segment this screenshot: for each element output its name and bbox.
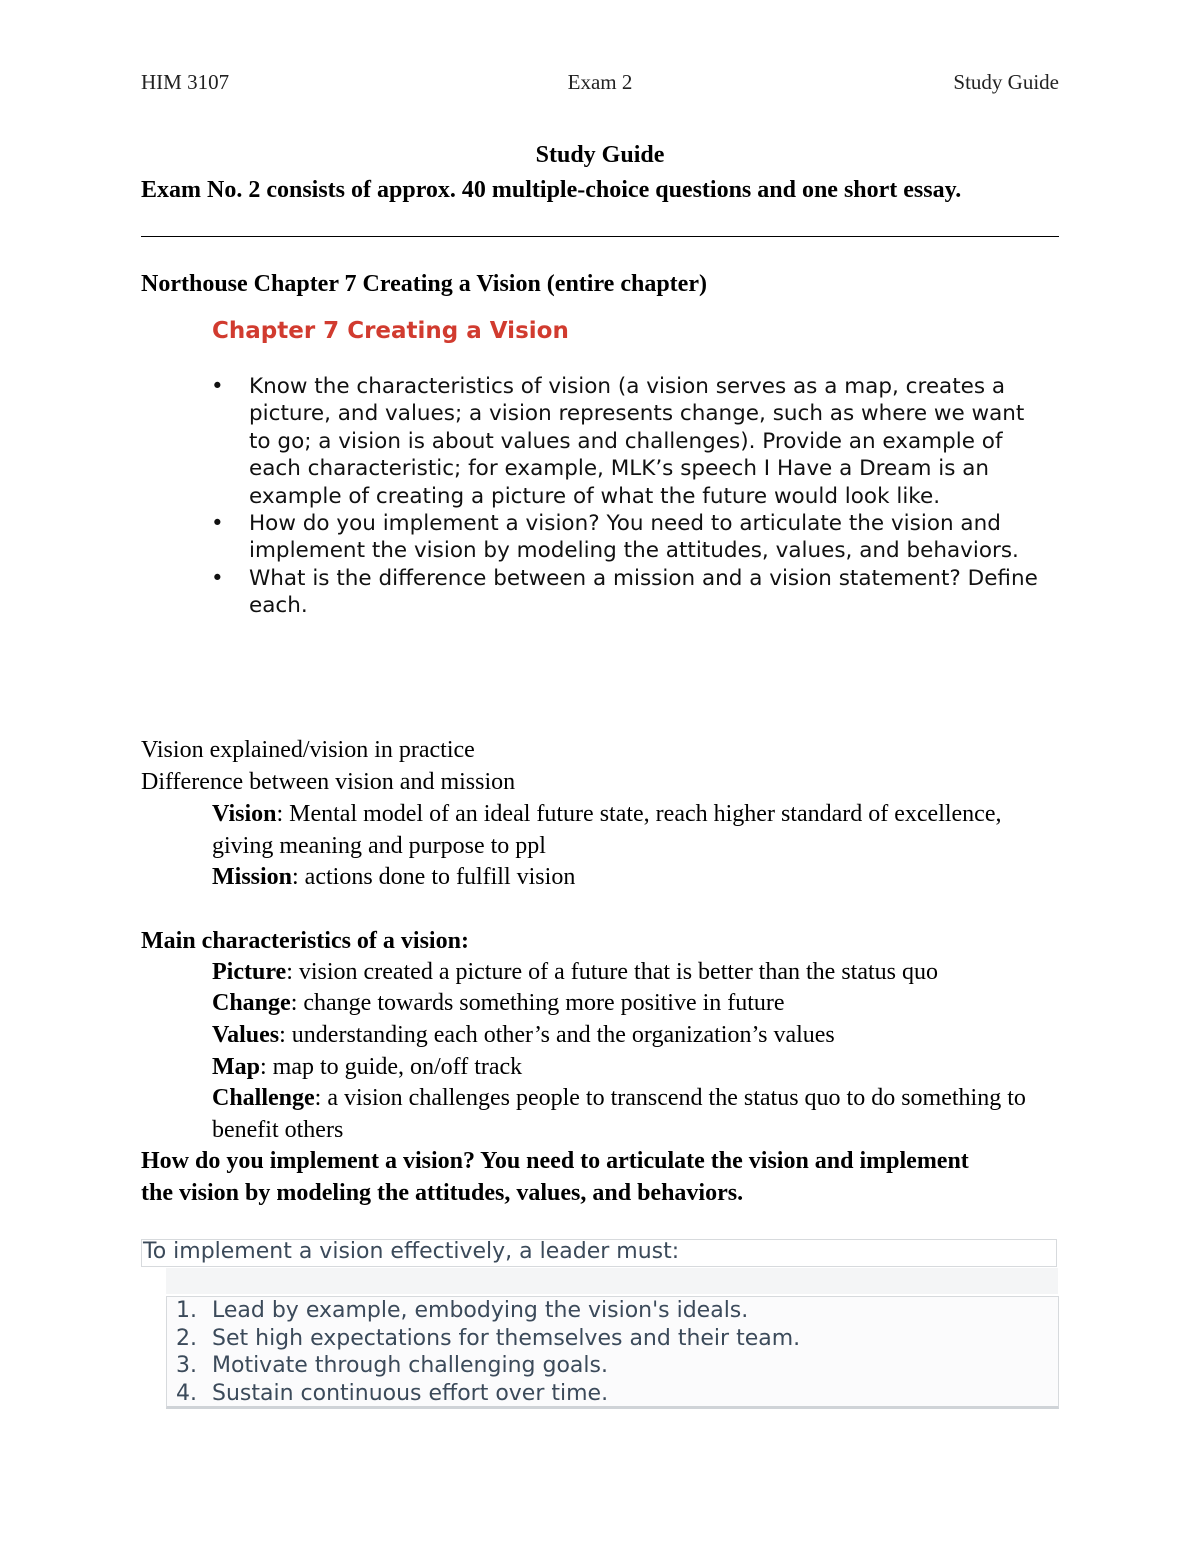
list-item	[176, 1297, 800, 1325]
characteristic-change	[141, 988, 785, 1020]
characteristic-map	[141, 1052, 522, 1084]
bullet-text: What is the difference between a mission and a vision statement? Define each.	[249, 565, 1038, 619]
characteristic-text: : understanding each other’s and the organization’s values	[279, 1022, 835, 1048]
bullet-icon: •	[211, 511, 224, 537]
characteristic-label: Change	[212, 990, 291, 1016]
characteristic-label: Challenge	[212, 1085, 315, 1111]
list-item	[211, 565, 1051, 620]
title-divider	[141, 236, 1059, 237]
step-text: Sustain continuous effort over time.	[212, 1380, 609, 1406]
characteristic-challenge	[141, 1083, 1072, 1146]
implement-summary: How do you implement a vision? You need to articulate the vision and implement the vision by modeling the attitudes, values, and behaviors.	[141, 1148, 969, 1206]
list-item	[176, 1380, 800, 1408]
characteristic-text: : map to guide, on/off track	[260, 1054, 523, 1080]
step-number: 3.	[176, 1353, 197, 1378]
study-bullets	[211, 373, 1051, 620]
chapter-line: Northouse Chapter 7 Creating a Vision (entire chapter)	[141, 271, 707, 297]
vision-text: : Mental model of an ideal future state, reach higher standard of excellence, giving meaning and purpose to ppl	[212, 801, 1002, 859]
vision-label: Vision	[212, 801, 277, 827]
list-item	[211, 510, 1051, 565]
chapter-heading: Chapter 7 Creating a Vision	[212, 318, 569, 344]
page-title: Study Guide	[535, 142, 665, 168]
characteristic-text: : change towards something more positive in future	[290, 990, 785, 1016]
header-doc-type: Study Guide	[953, 70, 1059, 94]
exam-description: Exam No. 2 consists of approx. 40 multiple-choice questions and one short essay.	[141, 177, 962, 203]
implement-intro: To implement a vision effectively, a leader must:	[143, 1239, 680, 1264]
mission-label: Mission	[212, 864, 293, 890]
list-item	[176, 1325, 800, 1353]
header-exam: Exam 2	[567, 70, 633, 94]
header-course: HIM 3107	[141, 70, 230, 94]
bullet-icon: •	[211, 565, 224, 591]
notes-line-vision-explained: Vision explained/vision in practice	[141, 737, 475, 763]
characteristic-label: Picture	[212, 959, 287, 985]
vision-definition	[141, 799, 1062, 862]
step-text: Set high expectations for themselves and their team.	[212, 1325, 801, 1351]
box-spacer	[166, 1268, 1058, 1294]
mission-definition	[141, 862, 575, 894]
bullet-text: Know the characteristics of vision (a vision serves as a map, creates a picture, and values; a vision represents change, such as where we want to go; a vision is about values and challenges). Provide an example of each characteristic; for example, MLK’s speech I Have a Dream is an example of creating a picture of what the future would look like.	[249, 374, 1025, 509]
list-item	[211, 373, 1051, 510]
step-text: Motivate through challenging goals.	[212, 1353, 608, 1378]
characteristic-label: Values	[212, 1022, 280, 1048]
bullet-icon: •	[211, 374, 224, 399]
characteristic-label: Map	[212, 1054, 260, 1080]
characteristics-heading: Main characteristics of a vision:	[141, 928, 469, 954]
step-number: 2.	[176, 1325, 197, 1351]
mission-text: : actions done to fulfill vision	[292, 864, 576, 890]
characteristic-text: : vision created a picture of a future that is better than the status quo	[286, 959, 938, 985]
characteristic-values	[141, 1020, 835, 1052]
implement-steps	[176, 1297, 800, 1407]
characteristic-text: : a vision challenges people to transcend the status quo to do something to benefit others	[212, 1085, 1026, 1143]
characteristic-picture	[141, 957, 938, 989]
step-number: 4.	[176, 1380, 197, 1406]
step-number: 1.	[176, 1298, 197, 1323]
bullet-text: How do you implement a vision? You need to articulate the vision and implement the vision by modeling the attitudes, values, and behaviors.	[249, 511, 1019, 564]
notes-line-difference: Difference between vision and mission	[141, 769, 516, 795]
step-text: Lead by example, embodying the vision's ideals.	[212, 1298, 749, 1323]
list-item	[176, 1352, 800, 1380]
